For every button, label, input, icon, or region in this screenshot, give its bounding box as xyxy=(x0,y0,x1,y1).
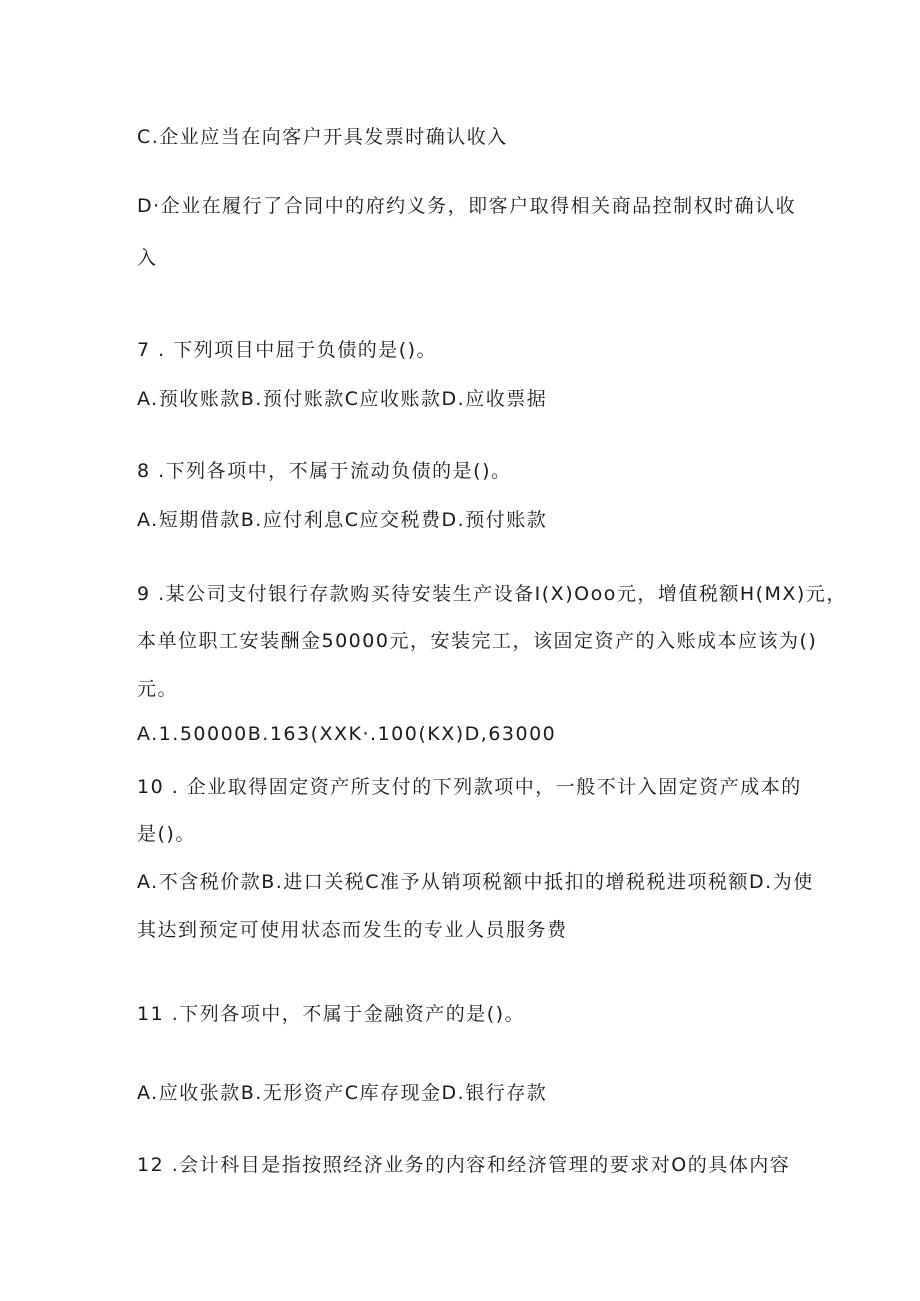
options-9: A.1.50000B.163(XXK·.100(KX)D,63000 xyxy=(137,723,557,745)
options-7: A.预收账款B.预付账款C应收账款D.应收票据 xyxy=(137,388,548,410)
question-9-line1: 9 .某公司支付银行存款购买待安装生产设备I(X)Ooo元，增值税额H(MX)元， xyxy=(137,583,847,605)
question-8: 8 .下列各项中，不属于流动负债的是()。 xyxy=(137,460,512,482)
question-7: 7 . 下列项目中屈于负债的是()。 xyxy=(137,339,438,361)
options-8: A.短期借款B.应付利息C应交税费D.预付账款 xyxy=(137,509,548,531)
options-10-line1: A.不含税价款B.进口关税C准予从销项税额中抵扣的增税税进项税额D.为使 xyxy=(137,871,814,893)
option-6d: D·企业在履行了合同中的府约义务，即客户取得相关商品控制权时确认收 xyxy=(137,195,797,217)
question-10-line2: 是()。 xyxy=(137,823,196,845)
option-6d-cont: 入 xyxy=(137,247,158,269)
question-11: 11 .下列各项中，不属于金融资产的是()。 xyxy=(137,1003,526,1025)
question-12: 12 .会计科目是指按照经济业务的内容和经济管理的要求对O的具体内容 xyxy=(137,1154,791,1176)
option-6c: C.企业应当在向客户开具发票时确认收入 xyxy=(137,126,508,148)
options-10-line2: 其达到预定可使用状态而发生的专业人员服务费 xyxy=(137,919,568,941)
question-9-line2: 本单位职工安装酬金50000元，安装完工，该固定资产的入账成本应该为() xyxy=(137,630,818,652)
question-10-line1: 10 . 企业取得固定资产所支付的下列款项中，一般不计入固定资产成本的 xyxy=(137,776,802,798)
options-11: A.应收张款B.无形资产C库存现金D.银行存款 xyxy=(137,1082,548,1104)
question-9-line3: 元。 xyxy=(137,678,179,700)
